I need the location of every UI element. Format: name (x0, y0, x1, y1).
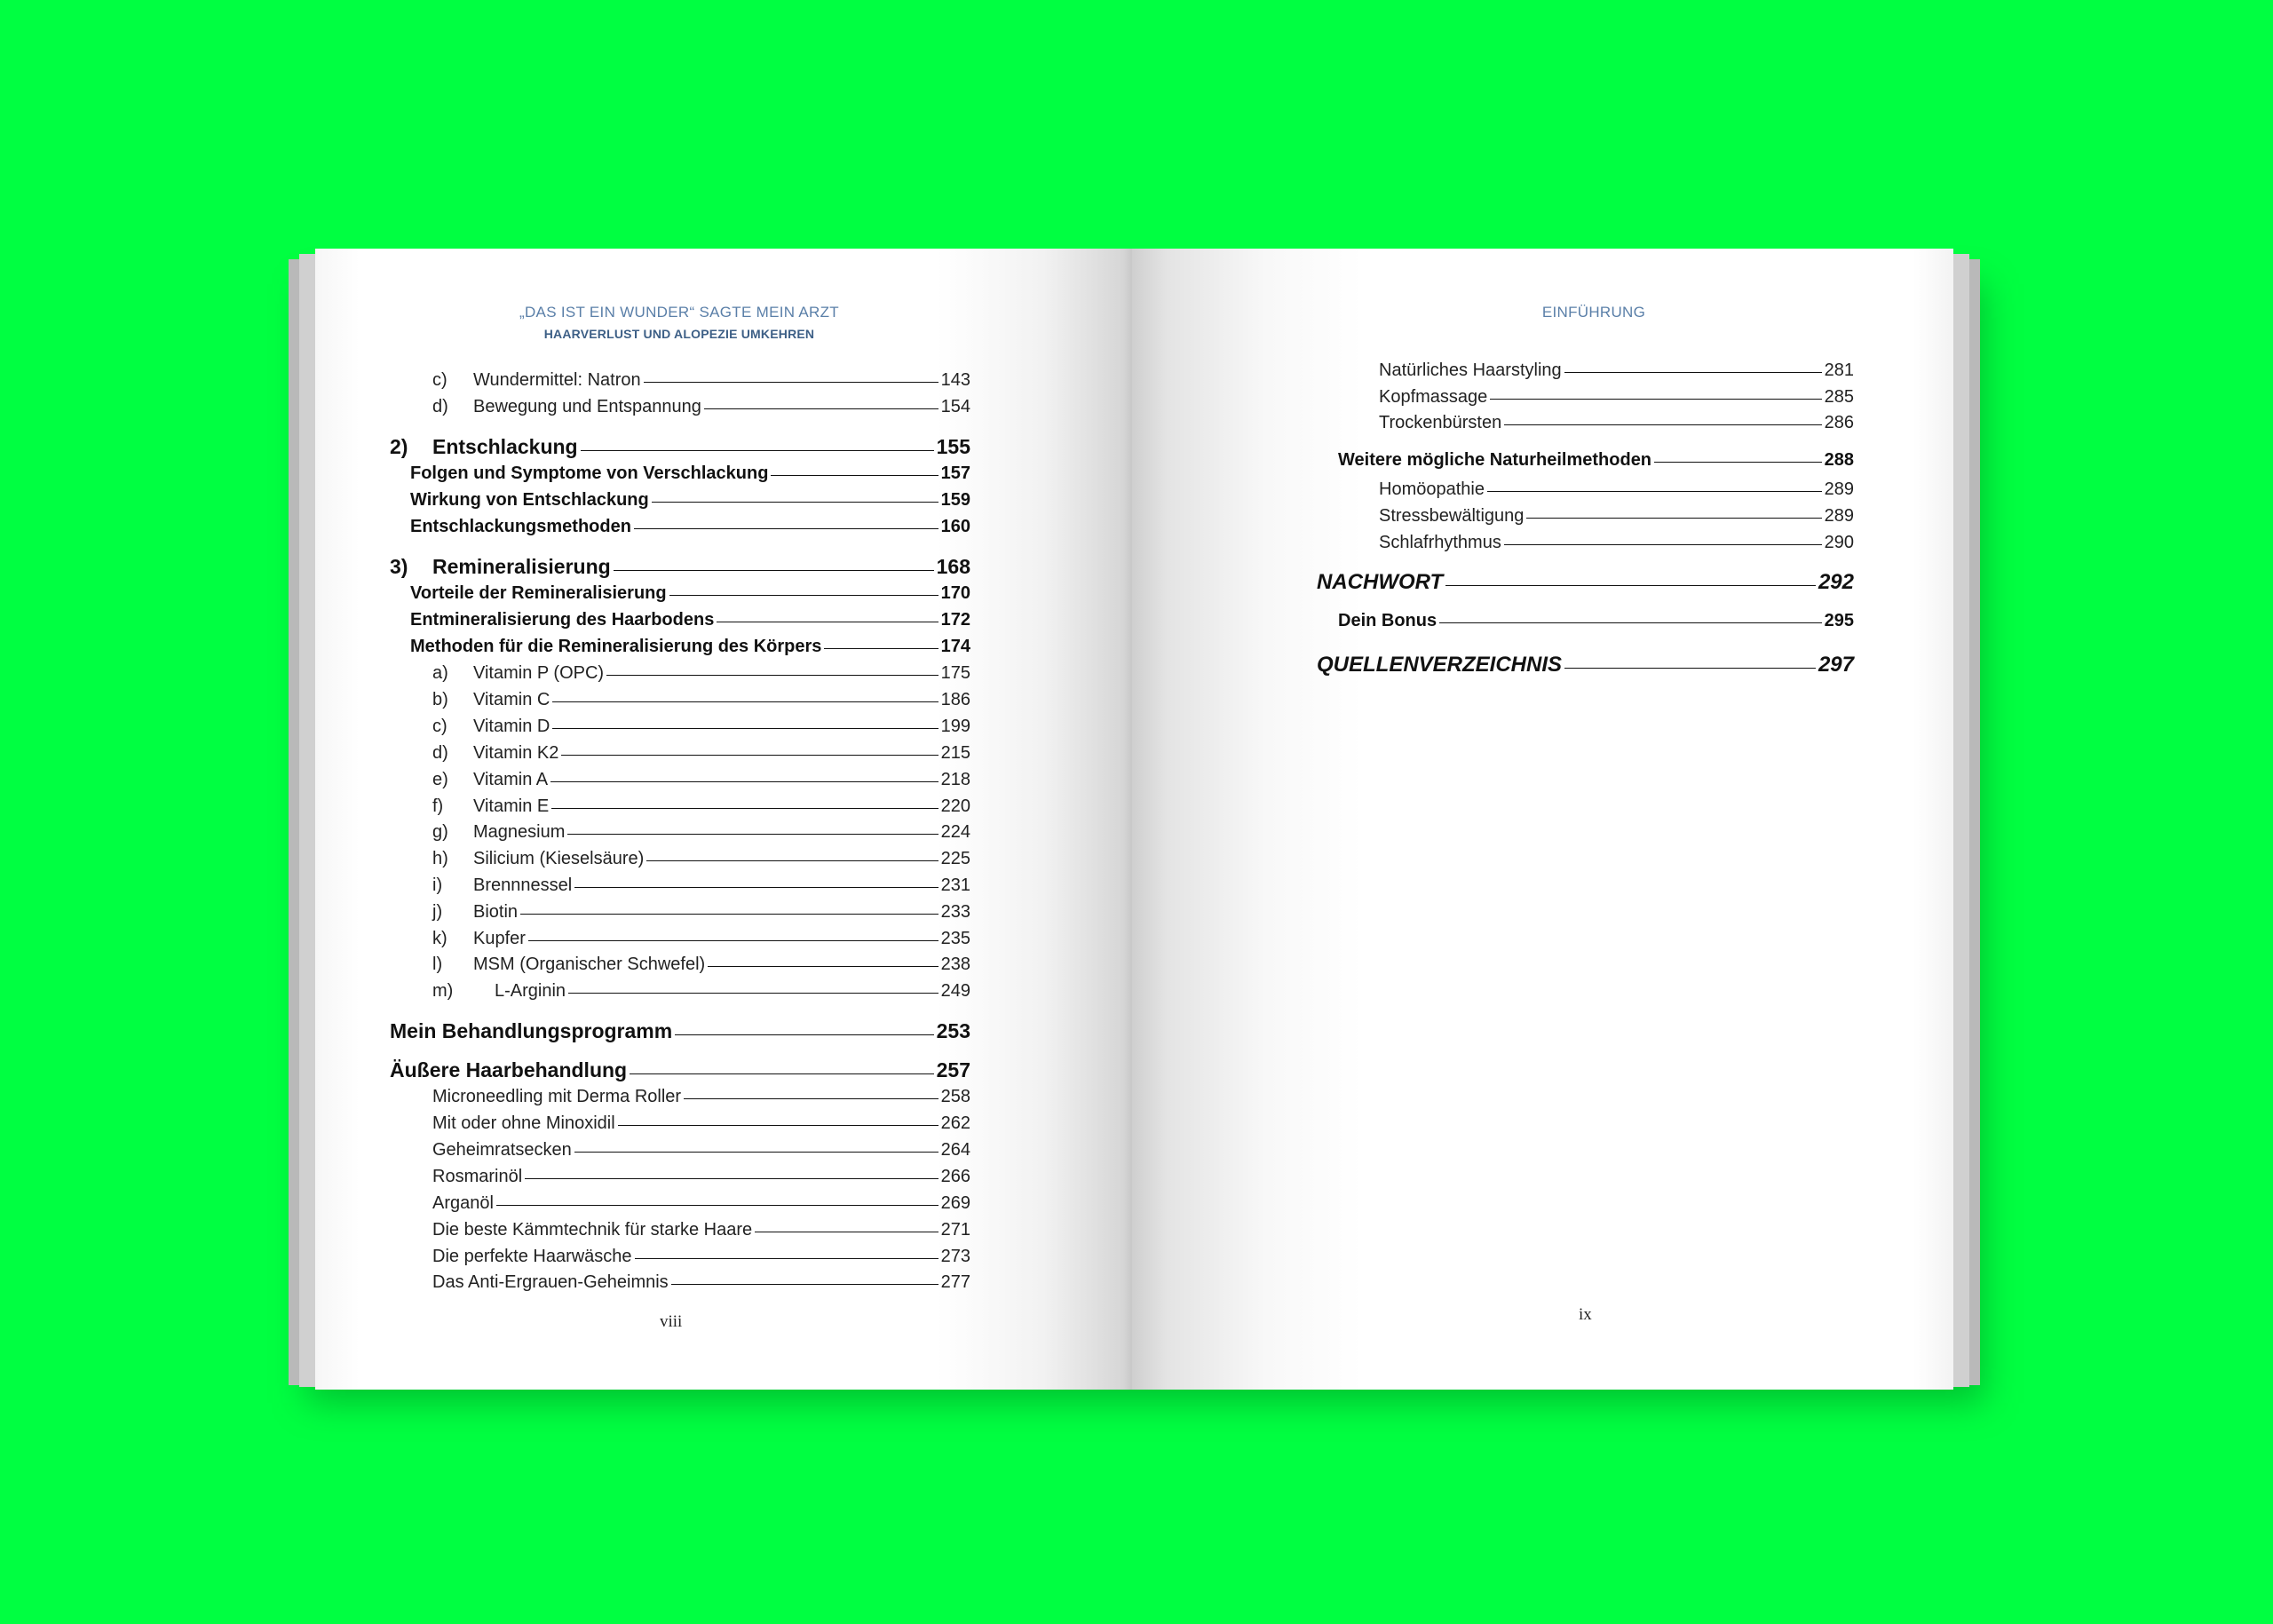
toc-entry-title: Schlafrhythmus (1379, 533, 1501, 552)
toc-leader-line (606, 675, 939, 676)
toc-entry (1338, 611, 1854, 631)
toc-entry (432, 796, 970, 817)
toc-entry-page: 266 (940, 1167, 970, 1186)
toc-leader-line (561, 755, 938, 756)
toc-entry-label: 2) (390, 435, 408, 458)
toc-leader-line (704, 408, 939, 409)
toc-entry-page: 175 (940, 663, 970, 683)
toc-entry (1379, 413, 1854, 433)
toc-leader-line (1564, 668, 1816, 669)
toc-leader-line (824, 648, 938, 649)
toc-leader-line (581, 450, 934, 451)
toc-leader-line (1487, 491, 1822, 492)
toc-entry (410, 517, 970, 537)
toc-entry-title: Biotin (473, 902, 519, 922)
toc-entry-title: Entschlackung (432, 435, 578, 458)
toc-entry (390, 555, 970, 579)
toc-entry-label: d) (432, 397, 448, 416)
toc-entry-title: Das Anti-Ergrauen-Geheimnis (432, 1272, 669, 1292)
toc-entry-page: 269 (940, 1193, 970, 1213)
toc-entry (432, 981, 970, 1002)
toc-leader-line (528, 940, 939, 941)
toc-entry-title: Trockenbürsten (1379, 413, 1502, 432)
toc-entry (410, 463, 970, 484)
page-number: viii (660, 1312, 683, 1331)
toc-entry-title: Vorteile der Remineralisierung (410, 583, 667, 603)
toc-entry-label: c) (432, 370, 447, 390)
toc-entry-page: 233 (940, 902, 970, 922)
toc-entry-page: 273 (940, 1247, 970, 1266)
toc-leader-line (675, 1034, 933, 1035)
toc-entry (432, 1220, 970, 1240)
toc-leader-line (1439, 622, 1822, 623)
toc-entry (432, 822, 970, 843)
toc-entry-title: Vitamin E (473, 796, 550, 816)
toc-entry (432, 875, 970, 896)
toc-leader-line (574, 887, 938, 888)
toc-entry-title: Entschlackungsmethoden (410, 517, 631, 536)
toc-entry-page: 290 (1824, 533, 1854, 552)
toc-entry (410, 637, 970, 657)
toc-entry-title: L-Arginin (495, 981, 566, 1001)
toc-leader-line (1564, 372, 1822, 373)
toc-entry (1379, 479, 1854, 500)
toc-entry (432, 1193, 970, 1214)
toc-entry (432, 663, 970, 684)
toc-entry-page: 271 (940, 1220, 970, 1240)
toc-entry-page: 253 (936, 1019, 970, 1042)
toc-entry-title: Weitere mögliche Naturheilmethoden (1338, 450, 1652, 470)
toc-entry-title: Mein Behandlungsprogramm (390, 1019, 673, 1042)
toc-leader-line (1490, 399, 1821, 400)
toc-entry-page: 157 (940, 463, 970, 483)
toc-entry-page: 262 (940, 1113, 970, 1133)
toc-entry-page: 289 (1824, 506, 1854, 526)
toc-entry-page: 170 (940, 583, 970, 603)
toc-entry (390, 1058, 970, 1082)
toc-leader-line (552, 728, 938, 729)
toc-entry-page: 264 (940, 1140, 970, 1160)
toc-entry-title: Wundermittel: Natron (473, 370, 641, 390)
toc-entry-label: m) (432, 981, 454, 1001)
toc-entry-page: 231 (940, 875, 970, 895)
toc-entry-page: 225 (940, 849, 970, 868)
toc-entry-title: Microneedling mit Derma Roller (432, 1087, 682, 1106)
toc-leader-line (614, 570, 934, 571)
toc-entry (432, 743, 970, 764)
toc-entry (1379, 533, 1854, 553)
toc-entry-title: Silicium (Kieselsäure) (473, 849, 645, 868)
toc-leader-line (684, 1098, 939, 1099)
toc-entry (432, 902, 970, 923)
toc-entry-title: Kopfmassage (1379, 387, 1488, 407)
toc-entry-title: Äußere Haarbehandlung (390, 1058, 628, 1081)
toc-entry (410, 610, 970, 630)
toc-leader-line (646, 860, 938, 861)
toc-entry (1317, 653, 1854, 677)
toc-entry-page: 281 (1824, 360, 1854, 380)
toc-entry-label: 3) (390, 555, 408, 578)
toc-entry (432, 1087, 970, 1107)
toc-entry (432, 370, 970, 391)
toc-entry-page: 154 (940, 397, 970, 416)
toc-leader-line (1654, 462, 1822, 463)
toc-leader-line (1504, 544, 1822, 545)
toc-entry-title: Die beste Kämmtechnik für starke Haare (432, 1220, 753, 1240)
toc-leader-line (552, 701, 938, 702)
toc-entry-label: l) (432, 955, 443, 974)
toc-entry-label: b) (432, 690, 448, 709)
toc-leader-line (635, 1258, 939, 1259)
toc-entry-label: c) (432, 717, 447, 736)
toc-entry-title: Vitamin D (473, 717, 550, 736)
toc-leader-line (652, 502, 939, 503)
toc-entry (1338, 450, 1854, 471)
toc-entry-title: Dein Bonus (1338, 611, 1437, 630)
toc-entry-page: 199 (940, 717, 970, 736)
toc-entry-page: 160 (940, 517, 970, 536)
toc-entry (432, 690, 970, 710)
toc-entry (410, 583, 970, 604)
toc-entry-label: e) (432, 770, 448, 789)
toc-entry-title: Die perfekte Haarwäsche (432, 1247, 632, 1266)
toc-leader-line (1445, 585, 1816, 586)
toc-entry-label: h) (432, 849, 448, 868)
toc-leader-line (567, 834, 938, 835)
toc-entry-title: Methoden für die Remineralisierung des Körpers (410, 637, 822, 656)
toc-entry-page: 258 (940, 1087, 970, 1106)
toc-entry-page: 285 (1824, 387, 1854, 407)
toc-leader-line (618, 1125, 939, 1126)
toc-entry-title: MSM (Organischer Schwefel) (473, 955, 706, 974)
toc-entry-title: Stressbewältigung (1379, 506, 1525, 526)
toc-entry (432, 1272, 970, 1293)
toc-entry-title: Wirkung von Entschlackung (410, 490, 649, 510)
toc-leader-line (669, 595, 939, 596)
toc-entry (432, 1167, 970, 1187)
toc-entry-title: Vitamin C (473, 690, 550, 709)
toc-entry (1379, 387, 1854, 408)
toc-entry (390, 1019, 970, 1043)
toc-entry-title: Magnesium (473, 822, 566, 842)
toc-leader-line (671, 1284, 939, 1285)
toc-entry-page: 220 (940, 796, 970, 816)
toc-entry-page: 297 (1818, 653, 1854, 677)
toc-entry-title: Remineralisierung (432, 555, 611, 578)
toc-entry-title: QUELLENVERZEICHNIS (1317, 653, 1563, 677)
toc-entry (432, 1113, 970, 1134)
toc-entry-title: Mit oder ohne Minoxidil (432, 1113, 615, 1133)
toc-leader-line (496, 1205, 939, 1206)
toc-entry-title: Geheimratsecken (432, 1140, 572, 1160)
toc-entry-title: Entmineralisierung des Haarbodens (410, 610, 715, 630)
toc-entry (432, 929, 970, 949)
toc-leader-line (520, 914, 939, 915)
toc-entry-label: f) (432, 796, 444, 816)
toc-entry-label: j) (432, 902, 443, 922)
page-number: ix (1579, 1305, 1592, 1324)
toc-entry-title: NACHWORT (1317, 570, 1444, 594)
left-page (315, 249, 1132, 1390)
toc-entry (432, 717, 970, 737)
toc-entry-label: i) (432, 875, 443, 895)
toc-leader-line (568, 993, 939, 994)
toc-entry-title: Vitamin K2 (473, 743, 559, 763)
toc-entry (1317, 570, 1854, 595)
toc-entry (432, 1247, 970, 1267)
toc-entry-label: g) (432, 822, 448, 842)
toc-entry (390, 435, 970, 459)
toc-leader-line (630, 1073, 934, 1074)
toc-entry-label: k) (432, 929, 447, 948)
open-book (289, 249, 1980, 1390)
toc-entry-page: 249 (940, 981, 970, 1001)
toc-entry-title: Homöopathie (1379, 479, 1485, 499)
toc-entry-page: 218 (940, 770, 970, 789)
toc-entry-page: 186 (940, 690, 970, 709)
toc-entry-title: Kupfer (473, 929, 526, 948)
toc-entry-page: 288 (1824, 450, 1854, 470)
toc-entry-page: 155 (936, 435, 970, 458)
toc-entry (1379, 360, 1854, 381)
toc-entry-page: 224 (940, 822, 970, 842)
toc-entry-page: 215 (940, 743, 970, 763)
toc-entry (432, 849, 970, 869)
toc-entry-page: 159 (940, 490, 970, 510)
toc-entry-title: Vitamin P (OPC) (473, 663, 605, 683)
toc-leader-line (634, 528, 939, 529)
toc-entry-title: Brennnessel (473, 875, 573, 895)
toc-leader-line (551, 808, 938, 809)
toc-leader-line (1504, 424, 1821, 425)
toc-entry (432, 955, 970, 975)
toc-entry-page: 235 (940, 929, 970, 948)
toc-entry (432, 397, 970, 417)
toc-entry-title: Rosmarinöl (432, 1167, 523, 1186)
toc-entry-page: 295 (1824, 611, 1854, 630)
running-header-title: EINFÜHRUNG (1541, 304, 1646, 321)
toc-entry-page: 292 (1818, 570, 1854, 594)
toc-leader-line (771, 475, 938, 476)
toc-entry (1379, 506, 1854, 527)
toc-entry-page: 174 (940, 637, 970, 656)
right-page (1132, 249, 1953, 1390)
toc-entry-title: Vitamin A (473, 770, 549, 789)
toc-entry-label: d) (432, 743, 448, 763)
running-header-title: „DAS IST EIN WUNDER“ SAGTE MEIN ARZT (519, 304, 839, 321)
toc-entry-page: 143 (940, 370, 970, 390)
toc-entry (432, 1140, 970, 1161)
toc-leader-line (550, 781, 939, 782)
toc-entry-page: 168 (936, 555, 970, 578)
toc-entry-title: Bewegung und Entspannung (473, 397, 701, 416)
toc-entry-title: Folgen und Symptome von Verschlackung (410, 463, 769, 483)
toc-entry-page: 277 (940, 1272, 970, 1292)
toc-entry-title: Natürliches Haarstyling (1379, 360, 1562, 380)
toc-entry (432, 770, 970, 790)
toc-entry-label: a) (432, 663, 448, 683)
toc-leader-line (1526, 518, 1821, 519)
toc-leader-line (574, 1152, 939, 1153)
toc-leader-line (525, 1178, 938, 1179)
toc-entry-page: 257 (936, 1058, 970, 1081)
toc-entry-page: 289 (1824, 479, 1854, 499)
toc-entry (410, 490, 970, 511)
toc-leader-line (644, 382, 939, 383)
toc-leader-line (708, 966, 938, 967)
toc-entry-page: 172 (940, 610, 970, 630)
toc-entry-page: 238 (940, 955, 970, 974)
running-header-subtitle: HAARVERLUST UND ALOPEZIE UMKEHREN (543, 327, 815, 341)
toc-entry-title: Arganöl (432, 1193, 494, 1213)
toc-entry-page: 286 (1824, 413, 1854, 432)
